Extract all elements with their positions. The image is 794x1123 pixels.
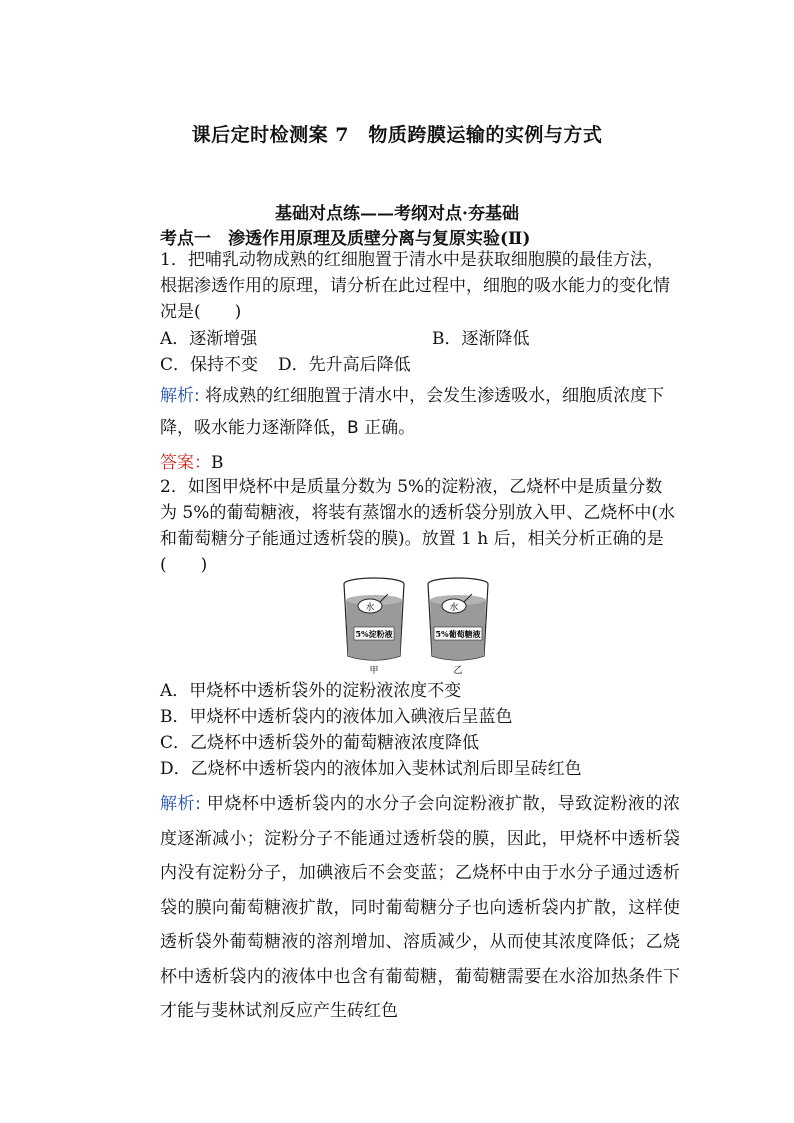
beaker-right [428,578,488,674]
q1-answer [160,448,224,473]
q1-option-a: A．逐渐增强 [160,329,258,349]
bag-label-left: 水 [365,603,375,613]
beaker-left-liquid-label: 5%淀粉液 [355,629,393,639]
q2-analysis-text: 甲烧杯中透析袋内的水分子会向淀粉液扩散，导致淀粉液的浓度逐渐减小；淀粉分子不能通过透析袋的膜，因此，甲烧杯中透析袋内没有淀粉分子，加碘液后不会变蓝；乙烧杯中由于水分子通过透析袋的膜向葡萄糖液扩散，同时葡萄糖分子也向透析袋内扩散，这样使透析袋外葡萄糖液的溶剂增加、溶质减少，从而使其浓度降低；乙烧杯中透析袋内的液体中也含有葡萄糖，葡萄糖需要在水浴加热条件下才能与斐林试剂反应产生砖红色 [160,794,680,1021]
q2-option-a: A．甲烧杯中透析袋外的淀粉液浓度不变 [160,681,462,701]
q2-option-d: D．乙烧杯中透析袋内的液体加入斐林试剂后即呈砖红色 [160,759,582,779]
kaodian-heading: 考点一 渗透作用原理及质壁分离与复原实验(Ⅱ) [160,229,531,249]
beaker-left [344,578,404,674]
document-title: 课后定时检测案 7 物质跨膜运输的实例与方式 [191,124,603,146]
bag-label-right: 水 [449,603,459,613]
q1-option-c: C．保持不变 [160,355,259,375]
beaker-right-liquid-label: 5%葡萄糖液 [435,629,481,639]
question-1-text: 1．把哺乳动物成熟的红细胞置于清水中是获取细胞膜的最佳方法，根据渗透作用的原理，请分析在此过程中，细胞的吸水能力的变化情况是( ) [160,250,670,322]
question-2-stem [160,474,678,578]
beaker-figure [338,576,494,674]
q1-answer-value: B [211,453,224,473]
q1-answer-label: 答案： [160,453,211,473]
q1-analysis [160,380,680,444]
q2-option-c: C．乙烧杯中透析袋外的葡萄糖液浓度降低 [160,733,480,753]
q1-option-b: B．逐渐降低 [432,329,530,349]
question-1-stem [160,247,678,325]
q2-analysis-label: 解析: [160,794,201,814]
q1-analysis-label: 解析: [160,386,200,406]
q2-option-b: B．甲烧杯中透析袋内的液体加入碘液后呈蓝色 [160,707,513,727]
question-2-text: 2．如图甲烧杯中是质量分数为 5%的淀粉液，乙烧杯中是质量分数为 5%的葡萄糖液，将装有蒸馏水的透析袋分别放入甲、乙烧杯中(水和葡萄糖分子能通过透析袋的膜)。放置 1 h 后，相关分析正确的是( ) [160,477,676,575]
q1-option-d: D．先升高后降低 [278,355,411,375]
q2-analysis [160,787,680,1029]
beaker-right-name: 乙 [453,666,463,674]
section-title: 基础对点练——考纲对点·夯基础 [275,204,519,224]
beaker-left-name: 甲 [369,666,379,674]
q1-analysis-text: 将成熟的红细胞置于清水中，会发生渗透吸水，细胞质浓度下降，吸水能力逐渐降低，B 正确。 [160,386,665,438]
